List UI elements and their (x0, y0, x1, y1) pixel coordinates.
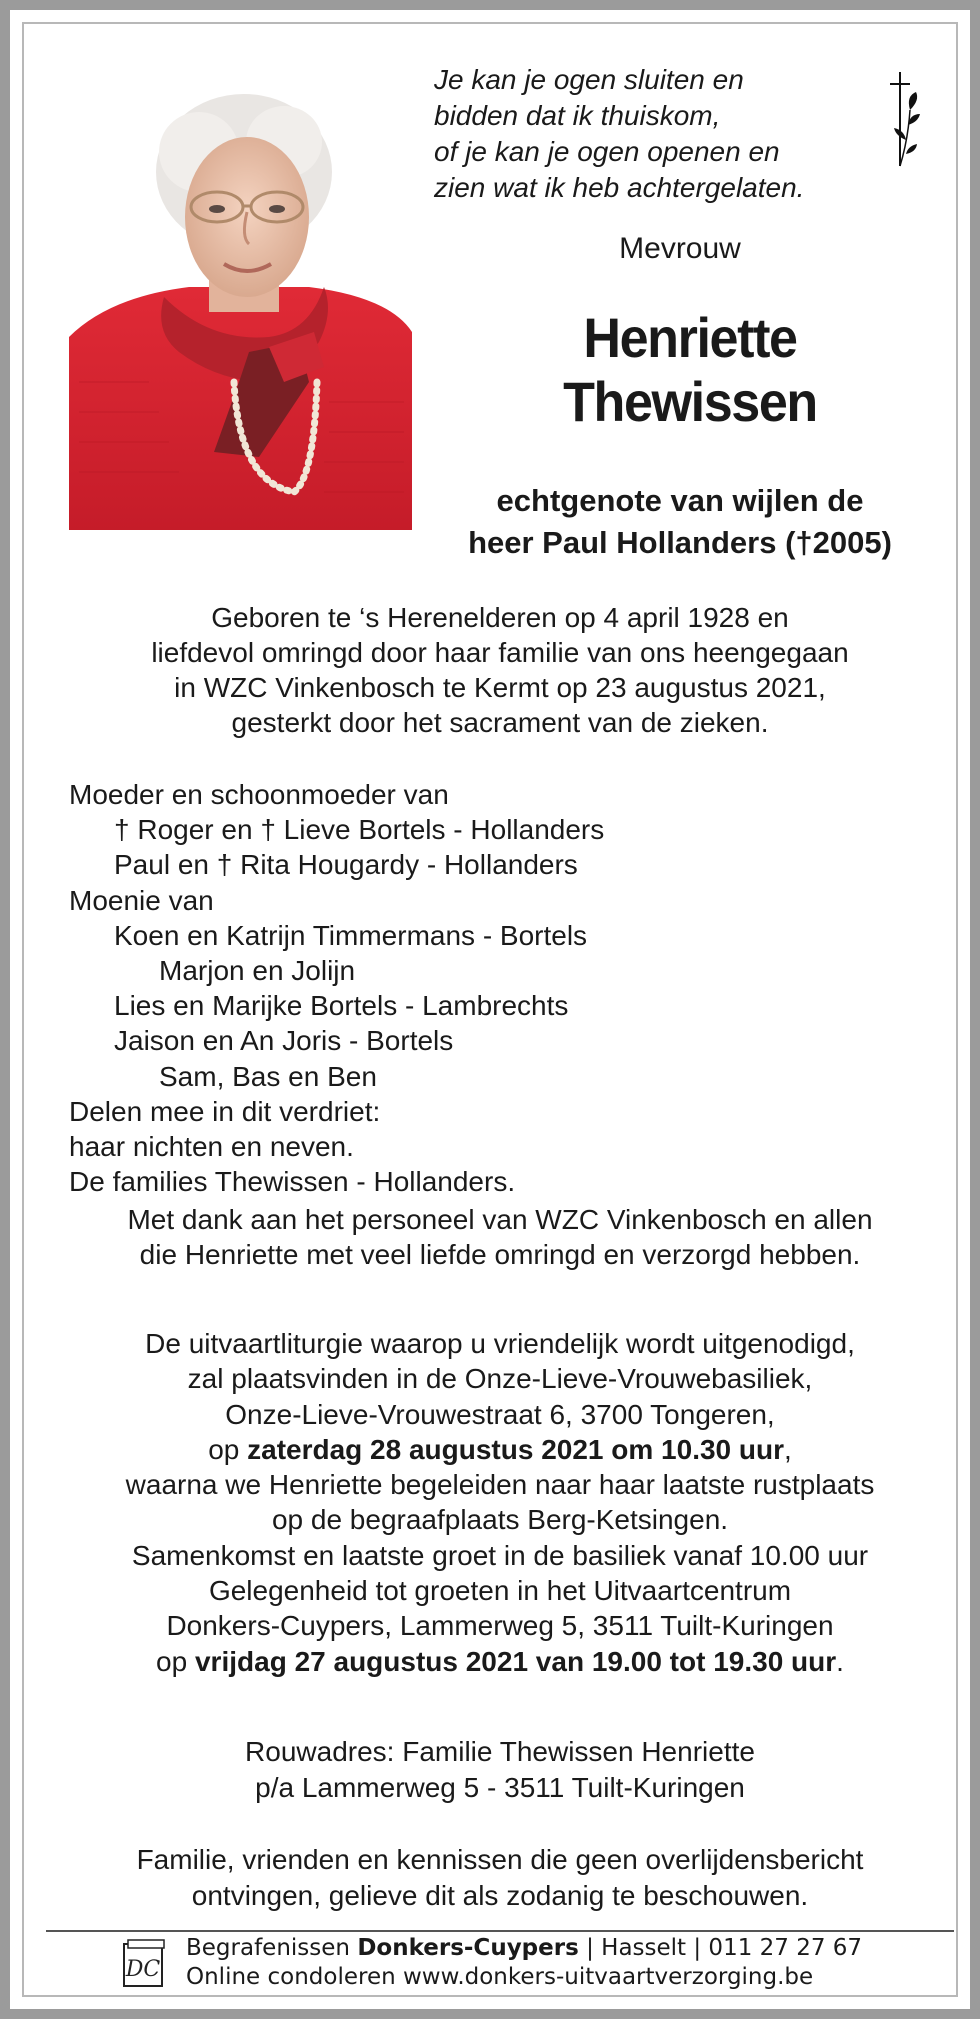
poem-line: zien wat ik heb achtergelaten. (434, 172, 805, 203)
thanks-line: Met dank aan het personeel van WZC Vinkenbosch en allen (127, 1204, 873, 1235)
family-list (69, 777, 949, 1199)
ceremony-text: . (836, 1645, 844, 1677)
obituary-card (10, 10, 970, 2009)
spouse-line: heer Paul Hollanders (†2005) (468, 525, 892, 560)
family-member: Marjon en Jolijn (159, 955, 356, 987)
poem-line: Je kan je ogen sluiten en (434, 64, 744, 95)
birth-line: liefdevol omringd door haar familie van ons heengegaan (151, 637, 849, 668)
deceased-name (504, 306, 876, 434)
footer-divider (46, 1930, 954, 1932)
family-member: Koen en Katrijn Timmermans - Bortels (114, 919, 588, 951)
ceremony-text: , (784, 1433, 792, 1465)
ceremony-text: op (208, 1433, 248, 1465)
family-heading: Delen mee in dit verdriet: (69, 1095, 381, 1127)
thanks-line: die Henriette met veel liefde omringd en verzorgd hebben. (139, 1239, 861, 1270)
poem (434, 62, 864, 206)
address-line: p/a Lammerweg 5 - 3511 Tuilt-Kuringen (255, 1772, 745, 1803)
funeral-home-logo (122, 1938, 166, 1990)
ceremony-line: De uitvaartliturgie waarop u vriendelijk wordt uitgenodigd, (145, 1328, 855, 1359)
birth-line: Geboren te ‘s Herenelderen op 4 april 1928 en (211, 602, 789, 633)
ceremony-line: Gelegenheid tot groeten in het Uitvaartcentrum (208, 1575, 792, 1607)
family-member: † Roger en † Lieve Bortels - Hollanders (114, 814, 605, 846)
ceremony-line: zal plaatsvinden in de Onze-Lieve-Vrouwebasiliek, (187, 1363, 813, 1395)
last-name: Thewissen (563, 370, 817, 433)
ceremony-text: op (156, 1645, 195, 1677)
condolence-link[interactable]: Online condoleren www.donkers-uitvaartverzorging.be (186, 1964, 814, 1990)
first-name: Henriette (583, 306, 797, 369)
footer-text: Begrafenissen (186, 1935, 358, 1961)
family-member: Lies en Marijke Bortels - Lambrechts (114, 990, 569, 1022)
footer-line (186, 1934, 946, 1963)
footer-text: | Hasselt | 011 27 27 67 (578, 1935, 863, 1961)
spouse-info (430, 480, 930, 564)
address-line: Rouwadres: Familie Thewissen Henriette (245, 1736, 755, 1767)
family-member: haar nichten en neven. (69, 1131, 354, 1163)
footer (186, 1934, 946, 1992)
mourning-address (110, 1734, 890, 1806)
visitation-date-line (50, 1644, 950, 1679)
family-heading: Moenie van (69, 884, 214, 916)
logo-letters: DC (125, 1957, 161, 1982)
family-heading: Moeder en schoonmoeder van (69, 779, 449, 810)
spouse-line: echtgenote van wijlen de (496, 483, 864, 518)
funeral-home-name: Donkers-Cuypers (357, 1935, 579, 1961)
ceremony-line: waarna we Henriette begeleiden naar haar laatste rustplaats (125, 1469, 875, 1501)
poem-line: of je kan je ogen openen en (434, 136, 780, 167)
notice (50, 1842, 950, 1914)
notice-line: Familie, vrienden en kennissen die geen overlijdensbericht (136, 1844, 864, 1875)
family-member: Jaison en An Joris - Bortels (114, 1025, 454, 1057)
poem-line: bidden dat ik thuiskom, (434, 100, 721, 131)
family-member: Sam, Bas en Ben (159, 1060, 377, 1092)
birth-death-info (80, 600, 920, 740)
ceremony-line: Samenkomst en laatste groet in de basiliek vanaf 10.00 uur (131, 1539, 869, 1571)
birth-line: in WZC Vinkenbosch te Kermt op 23 augustus 2021, (174, 672, 826, 703)
visitation-date: vrijdag 27 augustus 2021 van 19.00 tot 19.30 uur (194, 1645, 837, 1677)
salutation: Mevrouw (619, 232, 741, 265)
portrait-illustration (69, 82, 412, 530)
thanks-note (70, 1202, 930, 1272)
ceremony-line: Donkers-Cuypers, Lammerweg 5, 3511 Tuilt-Kuringen (166, 1610, 834, 1642)
family-member: De families Thewissen - Hollanders. (69, 1166, 516, 1198)
ceremony-date: zaterdag 28 augustus 2021 om 10.30 uur (247, 1433, 785, 1465)
ceremony-line: op de begraafplaats Berg-Ketsingen. (271, 1504, 729, 1536)
birth-line: gesterkt door het sacrament van de zieken. (231, 707, 769, 738)
ceremony-line: Onze-Lieve-Vrouwestraat 6, 3700 Tongeren, (225, 1398, 775, 1430)
portrait-photo (69, 82, 412, 530)
ceremony-info (50, 1326, 950, 1679)
ceremony-date-line (50, 1432, 950, 1467)
notice-line: ontvingen, gelieve dit als zodanig te beschouwen. (191, 1880, 809, 1911)
family-member: Paul en † Rita Hougardy - Hollanders (114, 849, 578, 881)
cross-icon (886, 70, 926, 170)
